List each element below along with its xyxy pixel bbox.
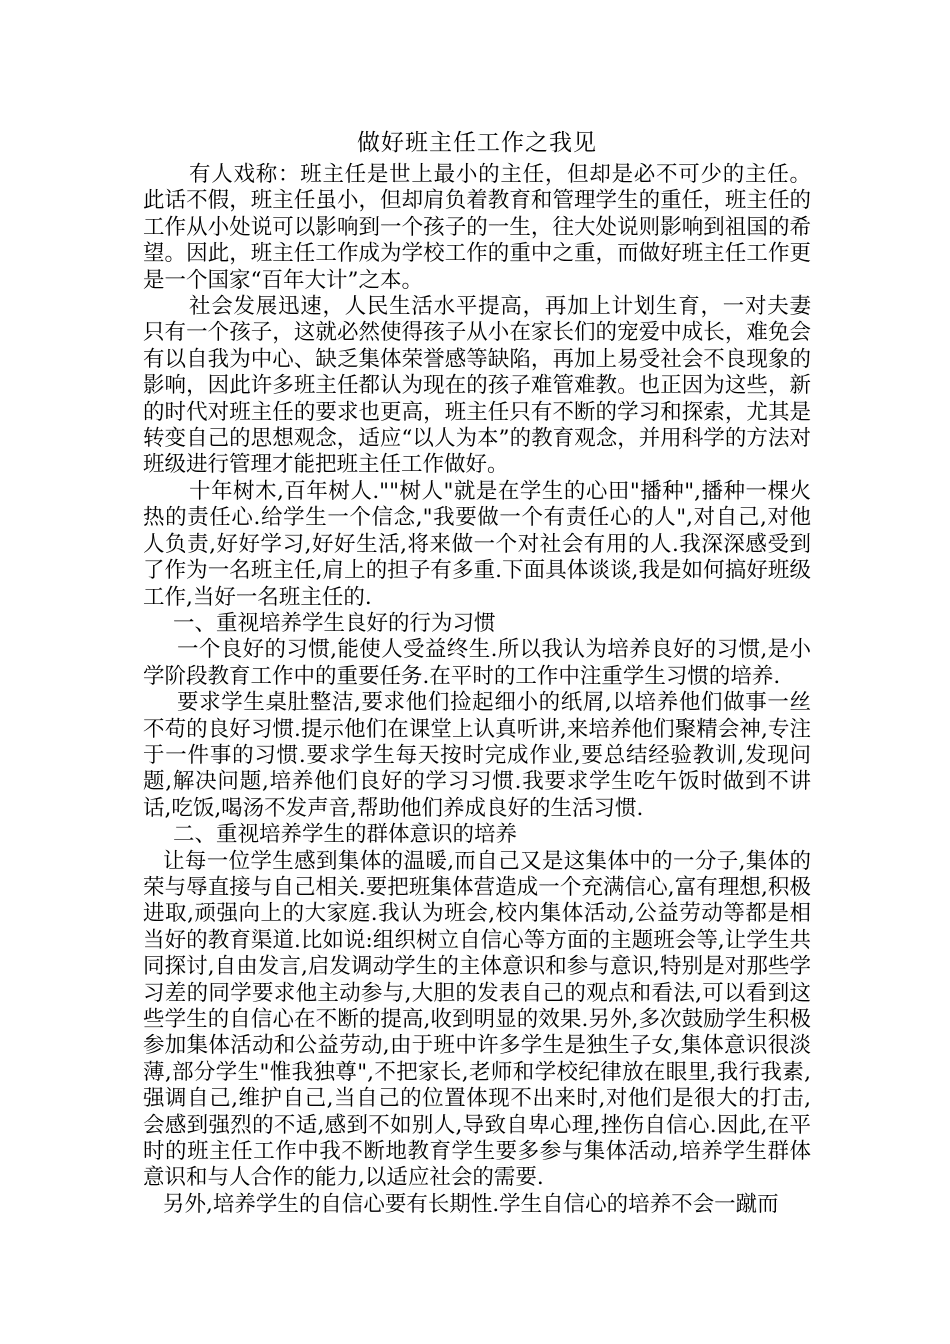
paragraph-habits-intro: 一个良好的习惯,能使人受益终生.所以我认为培养良好的习惯,是小学阶段教育工作中的重要任务.在平时的工作中注重学生习惯的培养. — [143, 637, 811, 689]
paragraph-group-detail: 让每一位学生感到集体的温暖,而自己又是这集体中的一分子,集体的荣与辱直接与自己相关.要把班集体营造成一个充满信心,富有理想,积极进取,顽强向上的大家庭.我认为班会,校内集体活动,公益劳动等都是相当好的教育渠道.比如说:组织树立自信心等方面的主题班会等,让学生共同探讨,自由发言,启发调动学生的主体意识和参与意识,特别是对那些学习差的同学要求他主动参与,大胆的发表自己的观点和看法,可以看到这些学生的自信心在不断的提高,收到明显的效果.另外,多次鼓励学生积极参加集体活动和公益劳动,由于班中许多学生是独生子女,集体意识很淡薄,部分学生"惟我独尊",不把家长,老师和学校纪律放在眼里,我行我素,强调自己,维护自己,当自己的位置体现不出来时,对他们是很大的打击,会感到强烈的不适,感到不如别人,导致自卑心理,挫伤自信心.因此,在平时的班主任工作中我不断地教育学生要多参与集体活动,培养学生群体意识和与人合作的能力,以适应社会的需要. — [143, 848, 811, 1191]
paragraph-confidence: 另外,培养学生的自信心要有长期性.学生自信心的培养不会一蹴而 — [163, 1191, 779, 1217]
document-title: 做好班主任工作之我见 — [357, 130, 597, 156]
section-heading-group: 二、重视培养学生的群体意识的培养 — [173, 822, 518, 848]
paragraph-background: 社会发展迅速，人民生活水平提高，再加上计划生育，一对夫妻只有一个孩子，这就必然使得孩子从小在家长们的宠爱中成长，难免会有以自我为中心、缺乏集体荣誉感等缺陷，再加上易受社会不良现象的影响，因此许多班主任都认为现在的孩子难管难教。也正因为这些，新的时代对班主任的要求也更高，班主任只有不断的学习和探索，尤其是转变自己的思想观念，适应“以人为本”的教育观念，并用科学的方法对班级进行管理才能把班主任工作做好。 — [143, 294, 811, 478]
paragraph-responsibility: 十年树木,百年树人.""树人"就是在学生的心田"播种",播种一棵火热的责任心.给学生一个信念,"我要做一个有责任心的人",对自己,对他人负责,好好学习,好好生活,将来做一个对社会有用的人.我深深感受到了作为一名班主任,肩上的担子有多重.下面具体谈谈,我是如何搞好班级工作,当好一名班主任的. — [143, 478, 811, 610]
section-heading-habits: 一、重视培养学生良好的行为习惯 — [173, 610, 496, 636]
paragraph-habits-detail: 要求学生桌肚整洁,要求他们捡起细小的纸屑,以培养他们做事一丝不苟的良好习惯.提示他们在课堂上认真听讲,来培养他们聚精会神,专注于一件事的习惯.要求学生每天按时完成作业,要总结经验教训,发现问题,解决问题,培养他们良好的学习习惯.我要求学生吃午饭时做到不讲话,吃饭,喝汤不发声音,帮助他们养成良好的生活习惯. — [143, 690, 811, 821]
document-page — [143, 128, 811, 1218]
paragraph-intro: 有人戏称：班主任是世上最小的主任，但却是必不可少的主任。此话不假，班主任虽小，但却肩负着教育和管理学生的重任，班主任的工作从小处说可以影响到一个孩子的一生，往大处说则影响到祖国的希望。因此，班主任工作成为学校工作的重中之重，而做好班主任工作更是一个国家“百年大计”之本。 — [143, 162, 811, 293]
